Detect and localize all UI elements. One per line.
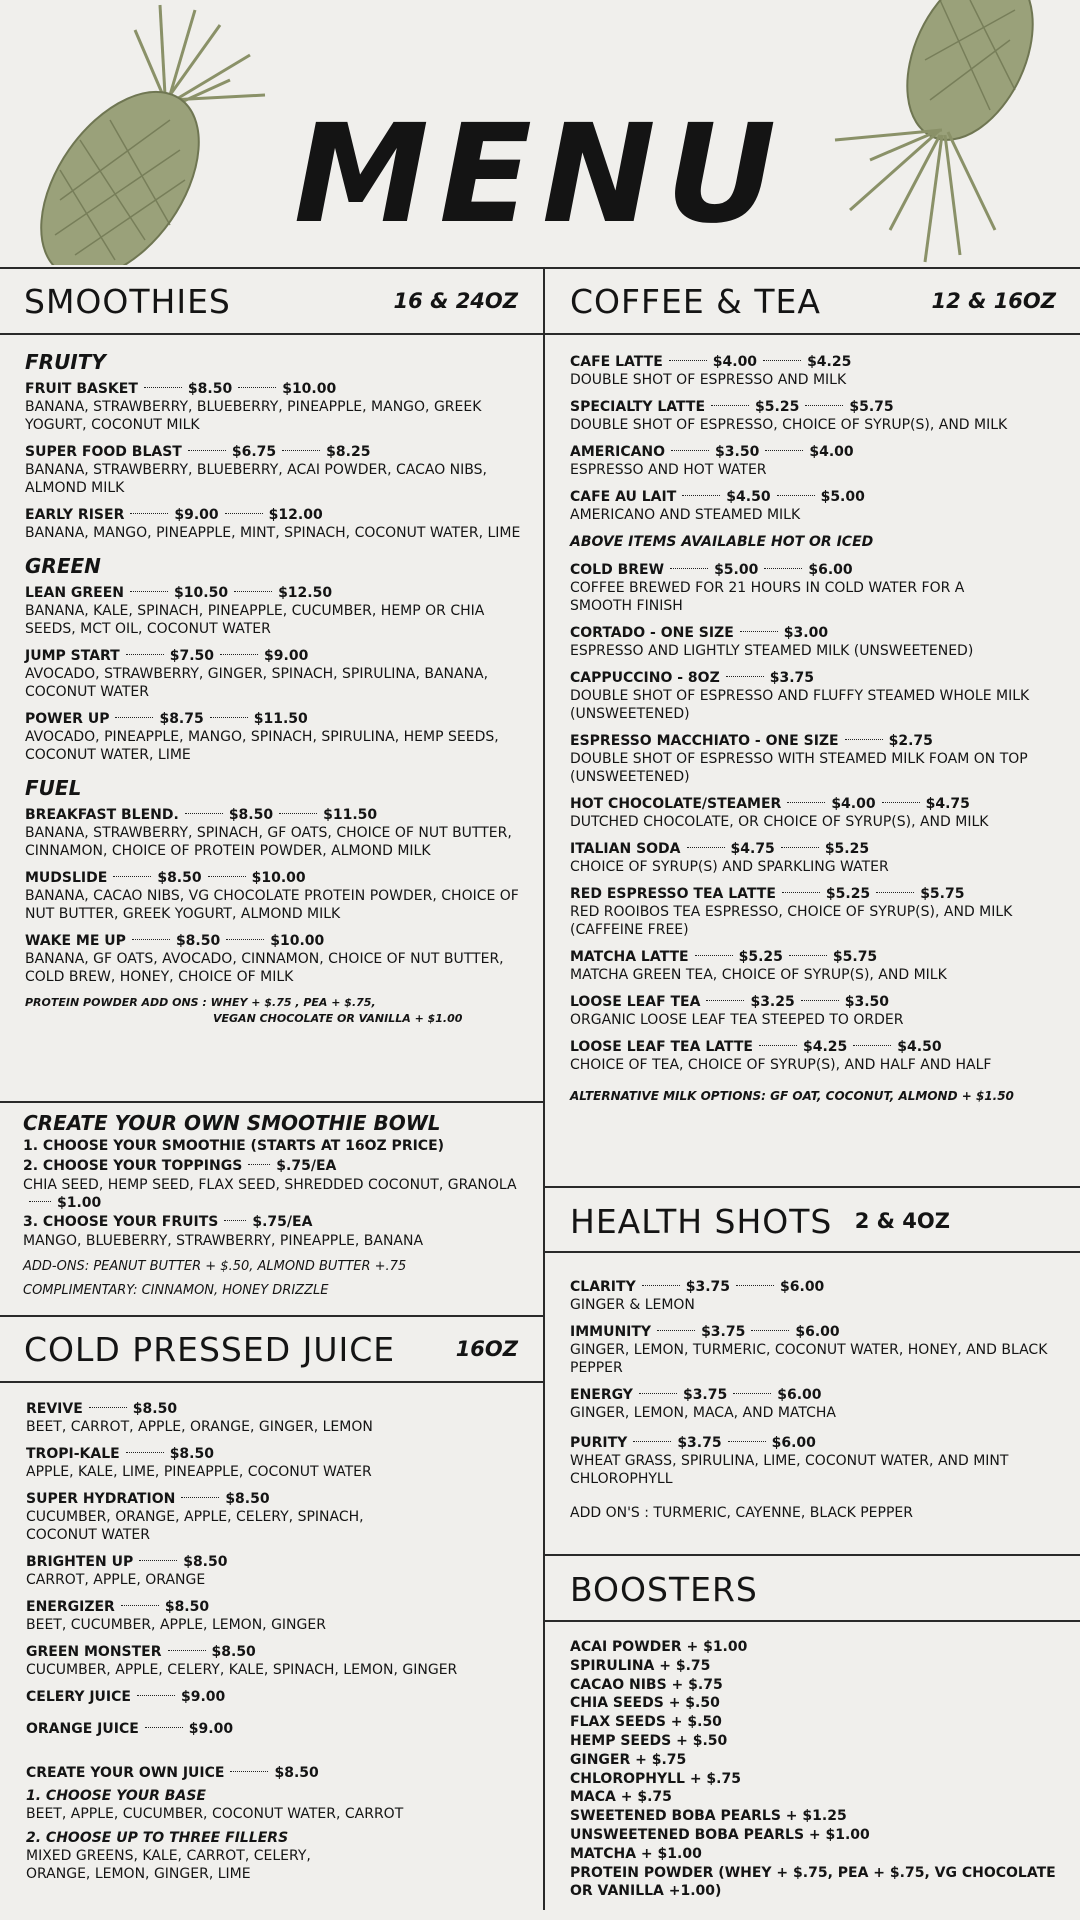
item-price: $8.50 <box>225 1491 270 1507</box>
item-price: $5.75 <box>849 399 894 415</box>
item-name: HOT CHOCOLATE/STEAMER <box>570 796 782 812</box>
item-name: WAKE ME UP <box>25 933 126 949</box>
menu-item <box>570 795 1065 831</box>
booster-item: ACAI POWDER + $1.00 <box>570 1639 748 1655</box>
bowl-step <box>23 1212 528 1232</box>
protein-addons-note: PROTEIN POWDER ADD ONS : WHEY + $.75 , PEA + $.75, <box>25 996 376 1009</box>
item-description: MATCHA GREEN TEA, CHOICE OF SYRUP(S), AND MILK <box>570 967 947 983</box>
boosters-header <box>570 1556 1050 1622</box>
item-price: $4.00 <box>809 444 854 460</box>
booster-item: CHLOROPHYLL + $.75 <box>570 1770 741 1787</box>
booster-item: CACAO NIBS + $.75 <box>570 1676 723 1693</box>
bowl-step: 1. CHOOSE YOUR SMOOTHIE (STARTS AT 16OZ PRICE) <box>23 1138 445 1154</box>
item-price: $4.25 <box>802 1039 848 1055</box>
item-price: $5.25 <box>825 886 871 902</box>
booster-item: MATCHA + $1.00 <box>570 1845 702 1862</box>
size-label: 2 & 4OZ <box>854 1209 950 1233</box>
smoothies-section <box>25 350 525 1027</box>
item-price: $.75/EA <box>276 1158 337 1174</box>
item-description: APPLE, KALE, LIME, PINEAPPLE, COCONUT WATER <box>26 1464 372 1480</box>
item-name: SPECIALTY LATTE <box>570 399 706 415</box>
menu-item <box>26 1553 531 1589</box>
protein-addons-note: VEGAN CHOCOLATE OR VANILLA + $1.00 <box>213 1012 463 1025</box>
item-price: $9.00 <box>264 648 309 664</box>
item-description: BANANA, STRAWBERRY, BLUEBERRY, PINEAPPLE, MANGO, GREEK YOGURT, COCONUT MILK <box>25 399 482 433</box>
item-name: ENERGIZER <box>26 1599 115 1615</box>
section-title: HEALTH SHOTS <box>570 1201 833 1241</box>
juice-section <box>26 1400 531 1883</box>
menu-item <box>570 1434 1065 1488</box>
juice-step: 1. CHOOSE YOUR BASE <box>26 1788 206 1804</box>
item-price: $8.50 <box>132 1401 178 1417</box>
section-title: SMOOTHIES <box>24 281 231 321</box>
item-description: GINGER, LEMON, MACA, AND MATCHA <box>570 1405 837 1421</box>
item-description: AMERICANO AND STEAMED MILK <box>570 507 801 523</box>
smoothie-bowl-section <box>23 1110 528 1300</box>
item-name: REVIVE <box>26 1401 83 1417</box>
item-description: DOUBLE SHOT OF ESPRESSO, CHOICE OF SYRUP(S), AND MILK <box>570 417 1008 433</box>
item-name: AMERICANO <box>570 444 666 460</box>
booster-item: MACA + $.75 <box>570 1789 672 1806</box>
item-name: SUPER FOOD BLAST <box>25 444 182 460</box>
item-price: $6.75 <box>231 444 277 460</box>
shots-section <box>570 1278 1065 1522</box>
item-price: $6.00 <box>777 1387 822 1403</box>
booster-item: SWEETENED BOBA PEARLS + $1.25 <box>570 1808 847 1825</box>
menu-item <box>25 647 525 701</box>
menu-item <box>25 869 525 923</box>
item-description: AVOCADO, PINEAPPLE, MANGO, SPINACH, SPIRULINA, HEMP SEEDS, COCONUT WATER, LIME <box>25 729 499 763</box>
item-price: $4.00 <box>712 354 758 370</box>
item-price: $12.00 <box>268 507 323 523</box>
item-name: CAFE AU LAIT <box>570 489 677 505</box>
item-price: $8.50 <box>164 1599 210 1615</box>
divider <box>543 267 545 1910</box>
item-description: CARROT, APPLE, ORANGE <box>26 1572 206 1588</box>
menu-item <box>25 584 525 638</box>
create-juice <box>26 1764 531 1782</box>
menu-item <box>25 380 525 434</box>
item-price: $4.50 <box>897 1039 942 1055</box>
item-description: ESPRESSO AND LIGHTLY STEAMED MILK (UNSWEETENED) <box>570 643 974 659</box>
item-price: $7.50 <box>169 648 215 664</box>
item-description: CHOICE OF SYRUP(S) AND SPARKLING WATER <box>570 859 889 875</box>
item-name: BRIGHTEN UP <box>26 1554 134 1570</box>
item-name: BREAKFAST BLEND. <box>25 807 179 823</box>
item-description: BANANA, GF OATS, AVOCADO, CINNAMON, CHOICE OF NUT BUTTER, COLD BREW, HONEY, CHOICE OF MILK <box>25 951 504 985</box>
item-price: $12.50 <box>278 585 333 601</box>
menu-item <box>570 840 1065 876</box>
item-price: $5.25 <box>824 841 870 857</box>
item-description: BANANA, MANGO, PINEAPPLE, MINT, SPINACH, COCONUT WATER, LIME <box>25 525 521 541</box>
boosters-section <box>570 1638 1070 1901</box>
menu-item <box>25 443 525 497</box>
item-price: $6.00 <box>780 1279 825 1295</box>
menu-item <box>26 1688 531 1706</box>
item-name: CLARITY <box>570 1279 636 1295</box>
item-price: $10.50 <box>174 585 229 601</box>
item-price: $8.50 <box>274 1765 319 1781</box>
step-label: 3. CHOOSE YOUR FRUITS <box>23 1214 219 1230</box>
item-name: ITALIAN SODA <box>570 841 681 857</box>
menu-item <box>26 1598 531 1634</box>
item-price: $3.75 <box>685 1279 731 1295</box>
section-title: CREATE YOUR OWN SMOOTHIE BOWL <box>23 1111 441 1135</box>
item-price: $3.75 <box>769 670 815 686</box>
item-name: CAPPUCCINO - 8OZ <box>570 670 720 686</box>
item-price: $5.75 <box>920 886 965 902</box>
item-name: MUDSLIDE <box>25 870 108 886</box>
item-name: CREATE YOUR OWN JUICE <box>26 1765 225 1781</box>
item-price: $5.00 <box>820 489 865 505</box>
item-price: $3.75 <box>682 1387 728 1403</box>
item-price: $8.25 <box>326 444 371 460</box>
toppings-list <box>23 1176 528 1212</box>
item-price: $10.00 <box>270 933 325 949</box>
section-title: COLD PRESSED JUICE <box>24 1329 396 1369</box>
item-price: $3.00 <box>783 625 829 641</box>
item-name: LEAN GREEN <box>25 585 125 601</box>
item-price: $8.50 <box>157 870 202 886</box>
menu-item <box>570 488 1065 524</box>
coffee-section <box>570 353 1065 1105</box>
item-price: $8.75 <box>159 711 204 727</box>
item-price: $3.50 <box>844 994 890 1010</box>
menu-item <box>570 398 1065 434</box>
item-name: CELERY JUICE <box>26 1689 131 1705</box>
item-description: BANANA, KALE, SPINACH, PINEAPPLE, CUCUMBER, HEMP OR CHIA SEEDS, MCT OIL, COCONUT WATER <box>25 603 485 637</box>
menu-item <box>25 806 525 860</box>
item-name: LOOSE LEAF TEA <box>570 994 701 1010</box>
menu-item <box>25 506 525 542</box>
menu-item <box>570 353 1065 389</box>
item-description: RED ROOIBOS TEA ESPRESSO, CHOICE OF SYRUP(S), AND MILK (CAFFEINE FREE) <box>570 904 1013 938</box>
item-description: COFFEE BREWED FOR 21 HOURS IN COLD WATER FOR A SMOOTH FINISH <box>570 580 965 614</box>
booster-item: FLAX SEEDS + $.50 <box>570 1714 722 1731</box>
menu-item <box>25 710 525 764</box>
item-description: CHOICE OF TEA, CHOICE OF SYRUP(S), AND HALF AND HALF <box>570 1057 992 1073</box>
size-label: 12 & 16OZ <box>931 289 1056 313</box>
item-price: $11.50 <box>253 711 308 727</box>
menu-item <box>26 1400 531 1436</box>
item-price: $5.00 <box>714 562 759 578</box>
item-description: BANANA, STRAWBERRY, SPINACH, GF OATS, CHOICE OF NUT BUTTER, CINNAMON, CHOICE OF PROTEIN POWDER, ALMOND MILK <box>25 825 512 859</box>
item-price: $8.50 <box>183 1554 228 1570</box>
item-description: BANANA, CACAO NIBS, VG CHOCOLATE PROTEIN POWDER, CHOICE OF NUT BUTTER, GREEK YOGURT, ALMOND MILK <box>25 888 519 922</box>
menu-item <box>25 932 525 986</box>
item-description: BEET, CUCUMBER, APPLE, LEMON, GINGER <box>26 1617 326 1633</box>
hot-iced-note: ABOVE ITEMS AVAILABLE HOT OR ICED <box>570 534 874 550</box>
item-description: DOUBLE SHOT OF ESPRESSO AND FLUFFY STEAMED WHOLE MILK (UNSWEETENED) <box>570 688 1030 722</box>
fillers-list: MIXED GREENS, KALE, CARROT, CELERY, ORANGE, LEMON, GINGER, LIME <box>26 1848 311 1882</box>
booster-item: UNSWEETENED BOBA PEARLS + $1.00 <box>570 1826 870 1843</box>
item-price: $3.75 <box>677 1435 722 1451</box>
shots-addons: ADD ON'S : TURMERIC, CAYENNE, BLACK PEPPER <box>570 1505 913 1521</box>
item-name: FRUIT BASKET <box>25 381 138 397</box>
item-name: MATCHA LATTE <box>570 949 689 965</box>
menu-item <box>570 669 1065 723</box>
item-price: $3.50 <box>715 444 760 460</box>
item-description: GINGER & LEMON <box>570 1297 695 1313</box>
item-price: $6.00 <box>795 1324 840 1340</box>
item-price: $9.00 <box>188 1721 234 1737</box>
item-name: SUPER HYDRATION <box>26 1491 176 1507</box>
item-name: EARLY RISER <box>25 507 125 523</box>
category-title: GREEN <box>25 554 101 578</box>
item-name: GREEN MONSTER <box>26 1644 162 1660</box>
item-price: $4.75 <box>925 796 970 812</box>
step-label: 2. CHOOSE YOUR TOPPINGS <box>23 1158 243 1174</box>
item-price: $8.50 <box>211 1644 256 1660</box>
bowl-complimentary: COMPLIMENTARY: CINNAMON, HONEY DRIZZLE <box>23 1283 329 1298</box>
item-description: ORGANIC LOOSE LEAF TEA STEEPED TO ORDER <box>570 1012 904 1028</box>
juice-header <box>24 1316 518 1382</box>
category-title: FUEL <box>25 776 82 800</box>
bowl-step <box>23 1156 528 1176</box>
booster-item: PROTEIN POWDER (WHEY + $.75, PEA + $.75, VG CHOCOLATE OR VANILLA +1.00) <box>570 1864 1056 1900</box>
item-price: $11.50 <box>323 807 378 823</box>
menu-item <box>26 1720 531 1738</box>
menu-item <box>570 885 1065 939</box>
menu-header <box>0 0 1080 268</box>
fruits-list: MANGO, BLUEBERRY, STRAWBERRY, PINEAPPLE, BANANA <box>23 1233 424 1249</box>
item-price: $8.50 <box>175 933 221 949</box>
booster-item: HEMP SEEDS + $.50 <box>570 1732 728 1749</box>
item-name: ESPRESSO MACCHIATO - ONE SIZE <box>570 733 839 749</box>
item-description: BANANA, STRAWBERRY, BLUEBERRY, ACAI POWDER, CACAO NIBS, ALMOND MILK <box>25 462 487 496</box>
section-title: BOOSTERS <box>570 1569 758 1609</box>
item-price: $8.50 <box>228 807 274 823</box>
menu-title: MENU <box>293 96 787 254</box>
item-price: $5.25 <box>738 949 783 965</box>
menu-item <box>570 1323 1065 1377</box>
item-description: ESPRESSO AND HOT WATER <box>570 462 767 478</box>
item-price: $5.75 <box>832 949 878 965</box>
section-title: COFFEE & TEA <box>570 281 821 321</box>
item-description: CUCUMBER, ORANGE, APPLE, CELERY, SPINACH, COCONUT WATER <box>26 1509 364 1543</box>
item-price: $3.25 <box>750 994 795 1010</box>
item-price: $10.00 <box>251 870 306 886</box>
juice-step: 2. CHOOSE UP TO THREE FILLERS <box>26 1830 289 1846</box>
item-price: $9.00 <box>174 507 219 523</box>
booster-item: CHIA SEEDS + $.50 <box>570 1695 720 1712</box>
item-description: DOUBLE SHOT OF ESPRESSO WITH STEAMED MILK FOAM ON TOP (UNSWEETENED) <box>570 751 1028 785</box>
size-label: 16 & 24OZ <box>393 289 518 313</box>
item-name: PURITY <box>570 1435 628 1451</box>
item-name: ENERGY <box>570 1387 633 1403</box>
menu-item <box>570 624 1065 660</box>
item-name: CORTADO - ONE SIZE <box>570 625 734 641</box>
item-name: RED ESPRESSO TEA LATTE <box>570 886 776 902</box>
item-price: $9.00 <box>180 1689 226 1705</box>
menu-item <box>570 993 1065 1029</box>
menu-item <box>570 1278 1065 1314</box>
item-description: DUTCHED CHOCOLATE, OR CHOICE OF SYRUP(S), AND MILK <box>570 814 989 830</box>
menu-item <box>570 561 1065 615</box>
item-price: $6.00 <box>808 562 853 578</box>
item-description: CUCUMBER, APPLE, CELERY, KALE, SPINACH, LEMON, GINGER <box>26 1662 458 1678</box>
booster-item: GINGER + $.75 <box>570 1751 687 1768</box>
item-price: $4.50 <box>726 489 771 505</box>
menu-item <box>570 1386 1065 1422</box>
item-name: JUMP START <box>25 648 120 664</box>
menu-item <box>26 1445 531 1481</box>
item-name: POWER UP <box>25 711 110 727</box>
item-name: LOOSE LEAF TEA LATTE <box>570 1039 753 1055</box>
item-price: $2.75 <box>888 733 933 749</box>
smoothies-header <box>24 268 518 334</box>
item-price: $3.75 <box>701 1324 746 1340</box>
item-description: DOUBLE SHOT OF ESPRESSO AND MILK <box>570 372 847 388</box>
coffee-header <box>570 268 1056 334</box>
item-description: WHEAT GRASS, SPIRULINA, LIME, COCONUT WATER, AND MINT CHLOROPHYLL <box>570 1453 1009 1487</box>
divider <box>0 1101 543 1103</box>
item-name: TROPI-KALE <box>26 1446 120 1462</box>
menu-item <box>26 1643 531 1679</box>
item-name: COLD BREW <box>570 562 665 578</box>
item-description: AVOCADO, STRAWBERRY, GINGER, SPINACH, SPIRULINA, BANANA, COCONUT WATER <box>25 666 489 700</box>
booster-item: SPIRULINA + $.75 <box>570 1657 711 1674</box>
item-price: $5.25 <box>755 399 800 415</box>
item-description: BEET, CARROT, APPLE, ORANGE, GINGER, LEMON <box>26 1419 373 1435</box>
base-list: BEET, APPLE, CUCUMBER, COCONUT WATER, CARROT <box>26 1806 404 1822</box>
item-description: GINGER, LEMON, TURMERIC, COCONUT WATER, HONEY, AND BLACK PEPPER <box>570 1342 1048 1376</box>
item-price: $10.00 <box>282 381 337 397</box>
item-name: CAFE LATTE <box>570 354 663 370</box>
size-label: 16OZ <box>455 1337 518 1361</box>
menu-item <box>570 443 1065 479</box>
menu-item <box>570 732 1065 786</box>
item-price: $6.00 <box>771 1435 816 1451</box>
alt-milk-note: ALTERNATIVE MILK OPTIONS: GF OAT, COCONUT, ALMOND + $1.50 <box>570 1089 1014 1103</box>
category-title: FRUITY <box>25 350 106 374</box>
item-price: $4.00 <box>831 796 876 812</box>
shots-header <box>570 1188 950 1254</box>
item-name: ORANGE JUICE <box>26 1721 139 1737</box>
item-price: $1.00 <box>57 1195 102 1211</box>
item-price: $.75/EA <box>252 1214 313 1230</box>
item-price: $8.50 <box>169 1446 214 1462</box>
item-price: $8.50 <box>187 381 233 397</box>
bowl-addons: ADD-ONS: PEANUT BUTTER + $.50, ALMOND BUTTER +.75 <box>23 1259 407 1274</box>
menu-item <box>570 1038 1065 1074</box>
menu-item <box>570 948 1065 984</box>
item-name: IMMUNITY <box>570 1324 652 1340</box>
item-price: $4.75 <box>730 841 775 857</box>
item-price: $4.25 <box>807 354 852 370</box>
toppings-text: CHIA SEED, HEMP SEED, FLAX SEED, SHREDDED COCONUT, GRANOLA <box>23 1177 517 1193</box>
menu-item <box>26 1490 531 1544</box>
